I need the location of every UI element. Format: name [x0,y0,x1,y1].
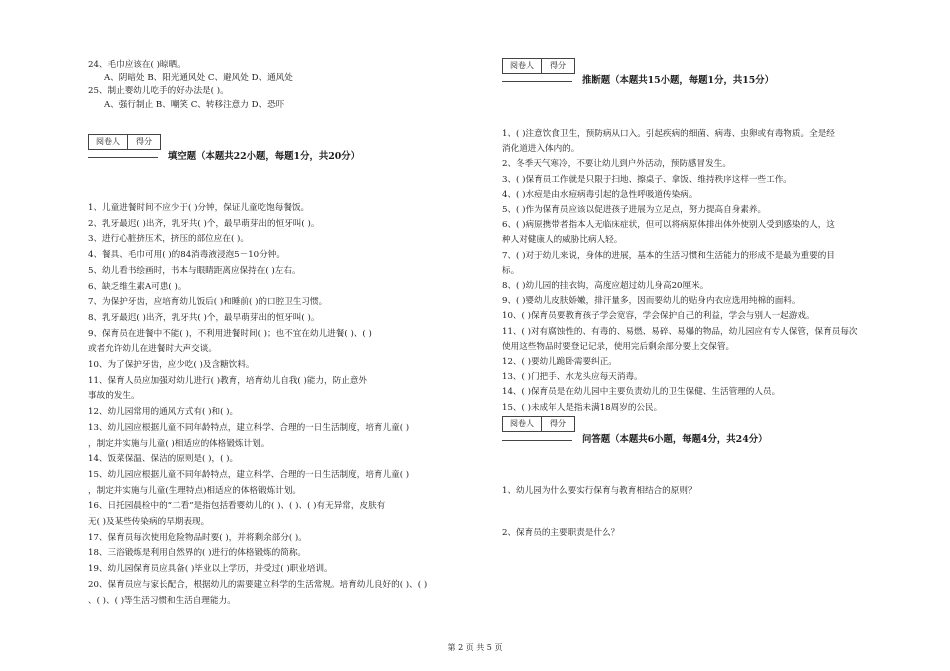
section-divider [88,157,158,158]
fill-question-line: 20、保育员应与家长配合，根据幼儿的需要建立科学的生活常规。培育幼儿良好的( )、( ) [88,579,428,590]
grader-label: 阅卷人 [89,135,128,149]
grader-box-qa [502,416,575,432]
fill-question-line: 16、日托园晨检中的“二看”是指包括看婴幼儿的( )、( )、( )有无异常，皮肤有 [88,501,386,512]
judge-question-line: 11、( )对有腐蚀性的、有毒的、易燃、易碎、易爆的物品，幼儿园应有专人保管，保育员每次 [502,326,858,337]
qa-question-2: 2、保育员的主要职责是什么？ [502,528,620,538]
grader-label: 阅卷人 [503,59,542,73]
fill-question-line: 9、保育员在进餐中不能( )，不利用进餐时间( )；也不宜在幼儿进餐( )、( ) [88,328,372,339]
question-24-options: A、阴暗处 B、阳光通风处 C、避风处 D、通风处 [104,73,293,83]
fill-question-line: 无( )及某些传染病的早期表现。 [88,517,210,527]
fill-question-line: 6、缺乏维生素A可患( )。 [88,281,187,292]
question-25-options: A、强行制止 B、嘲笑 C、转移注意力 D、恐吓 [104,100,285,110]
question-25: 25、制止婴幼儿吃手的好办法是( )。 [88,86,229,96]
judge-question-line: 5、( )作为保育员应该以促进孩子进展为立足点，努力提高自身素养。 [502,205,767,215]
score-label: 得分 [550,418,566,428]
fill-question-line: 4、餐具、毛巾可用( )的84消毒液浸泡5－10分钟。 [88,250,285,261]
fill-question-line: 19、幼儿园保育员应具备( )毕业以上学历，并受过( )职业培训。 [88,564,333,575]
grader-box-fill [88,134,161,150]
fill-question-line: 3、进行心脏挤压术，挤压的部位应在( )。 [88,234,249,245]
judge-question-line: 10、( )保育员要教育孩子学会宽容，学会保护自己的利益，学会与别人一起游戏。 [502,311,815,322]
judge-question-line: 3、( )保育员工作就是只限于扫地、擦桌子、拿饭、维持秩序这样一些工作。 [502,174,792,185]
judge-question-line: 12、( )要幼儿跪卧需要纠正。 [502,357,617,367]
fill-question-line: 11、保育人员应加强对幼儿进行( )教育，培育幼儿自我( )能力，防止意外 [88,375,368,386]
fill-question-line: 7、为保护牙齿，应培育幼儿饭后( )和睡前( )的口腔卫生习惯。 [88,297,328,308]
judge-question-line: 6、( )病原携带者指本人无临床症状，但可以将病原体排出体外使别人受到感染的人，这 [502,220,835,231]
section-divider [502,440,572,441]
judge-question-line: 2、冬季天气寒冷，不要让幼儿到户外活动，预防感冒发生。 [502,159,731,170]
fill-question-line: 12、幼儿园常用的通风方式有( )和( )。 [88,407,239,418]
judge-question-line: 15、( )未成年人是指未满18周岁的公民。 [502,402,663,413]
score-label: 得分 [136,136,152,146]
fill-question-line: ，制定并实施与儿童(生理特点)相适应的体格锻炼计划。 [88,485,301,496]
fill-question-line: ，制定并实施与儿童( )相适应的体格锻炼计划。 [88,438,270,449]
fill-question-line: 17、保育员每次使用危险物品时要( )，并将剩余部分( )。 [88,532,307,543]
judge-question-line: 7、( )对于幼儿来说，身体的进展，基本的生活习惯和生活能力的形成不是最为重要的目 [502,250,835,261]
fill-question-line: 13、幼儿园应根据儿童不同年龄特点，建立科学、合理的一日生活制度，培育儿童( ) [88,422,410,433]
question-24: 24、毛巾应该在( )晾晒。 [88,60,186,70]
judge-question-line: 使用这些物品时要登记记录，使用完后剩余部分要上交保管。 [502,341,735,352]
fill-question-line: 15、幼儿园应根据儿童不同年龄特点，建立科学、合理的一日生活制度，培育儿童( ) [88,469,410,480]
judge-question-line: 标。 [502,265,520,276]
judge-question-line: 消化道进入体内的。 [502,144,580,155]
fill-question-line: 5、幼儿看书绘画时，书本与眼睛距离应保持在( )左右。 [88,265,301,276]
fill-question-line: 18、三浴锻炼是利用自然界的( )进行的体格锻炼的简称。 [88,548,307,559]
fill-question-line: 或者允许幼儿在进餐时大声交谈。 [88,344,217,355]
fill-question-line: 1、儿童进餐时间不应少于( )分钟，保证儿童吃饱每餐饭。 [88,203,310,213]
grader-label: 阅卷人 [503,417,542,431]
judge-question-line: 4、( )水痘是由水痘病毒引起的急性呼吸道传染病。 [502,189,698,200]
section-title-fill: 填空题（本题共22小题，每题1分，共20分） [168,151,360,162]
judge-question-line: 8、( )幼儿园的挂衣钩，高度应超过幼儿身高20厘米。 [502,281,709,291]
qa-question-1: 1、幼儿园为什么要实行保育与教育相结合的原则？ [502,486,697,496]
fill-question-line: 2、乳牙最迟( )出齐，乳牙共( )个，最早萌芽出的恒牙叫( )。 [88,218,320,229]
grader-box-judge [502,58,575,74]
judge-question-line: 种人对健康人的威胁比病人轻。 [502,235,623,246]
fill-question-line: 8、乳牙最迟( )出齐，乳牙共( )个，最早萌芽出的恒牙叫( )。 [88,312,320,323]
judge-question-line: 13、( )门把手、水龙头应每天消毒。 [502,372,643,383]
fill-question-line: 事故的发生。 [88,391,140,402]
judge-question-line: 1、( )注意饮食卫生，预防病从口入。引起疾病的细菌、病毒、虫卵或有毒物质。全是经 [502,129,835,139]
section-title-qa: 问答题（本题共6小题，每题4分，共24分） [582,434,768,445]
fill-question-line: 、( )、( )等生活习惯和生活自理能力。 [88,595,236,606]
fill-question-line: 14、饭菜保温、保洁的原则是( )，( )。 [88,454,239,465]
fill-question-line: 10、为了保护牙齿，应少吃( )及含糖饮料。 [88,360,255,370]
section-title-judge: 推断题（本题共15小题，每题1分，共15分） [582,75,774,86]
section-divider [502,81,572,82]
score-label: 得分 [550,60,566,70]
page-footer: 第 2 页 共 5 页 [447,643,503,652]
judge-question-line: 9、( )婴幼儿皮肤娇嫩，排汗量多，因而要幼儿的贴身内衣应选用纯棉的面料。 [502,296,801,307]
judge-question-line: 14、( )保育员是在幼儿园中主要负责幼儿的卫生保健、生活管理的人员。 [502,387,781,398]
